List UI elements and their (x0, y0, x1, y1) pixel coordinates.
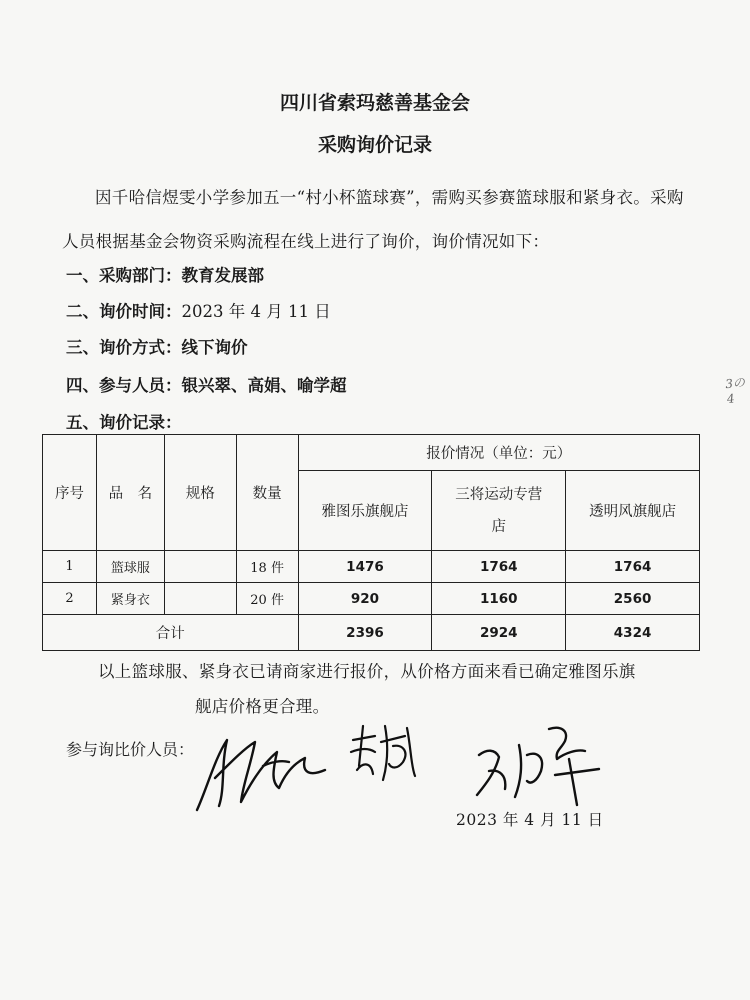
cell-seq: 2 (43, 583, 97, 615)
cell-price: 1764 (432, 551, 566, 583)
header-qty: 数量 (236, 435, 298, 551)
item-department (66, 262, 264, 286)
item-value: 线下询价 (181, 338, 248, 357)
signature-image (345, 718, 425, 788)
item-label: 五、询价记录： (66, 413, 182, 432)
cell-total-price: 2924 (432, 615, 566, 651)
table-row (43, 551, 700, 583)
item-value: 2023 年 4 月 11 日 (181, 302, 331, 321)
cell-spec (164, 583, 236, 615)
cell-qty: 20 件 (236, 583, 298, 615)
header-vendor: 雅图乐旗舰店 (298, 471, 432, 551)
document-title: 四川省索玛慈善基金会 (279, 92, 470, 114)
item-label: 四、参与人员： (66, 376, 182, 395)
cell-total-price: 4324 (566, 615, 700, 651)
document-date: 2023 年 4 月 11 日 (456, 811, 604, 829)
item-value: 银兴翠、高娟、喻学超 (181, 376, 347, 395)
cell-total-price: 2396 (298, 615, 432, 651)
closing-paragraph: 以上篮球服、紧身衣已请商家进行报价，从价格方面来看已确定雅图乐旗 (98, 662, 636, 681)
signers-label: 参与询比价人员： (66, 740, 195, 759)
cell-qty: 18 件 (236, 551, 298, 583)
signature-image (185, 718, 335, 818)
item-inquiry-method (66, 334, 248, 358)
cell-price: 1764 (566, 551, 700, 583)
cell-name: 紧身衣 (96, 583, 164, 615)
document-subtitle: 采购询价记录 (317, 134, 432, 156)
table-total-row (43, 615, 700, 651)
header-seq: 序号 (43, 435, 97, 551)
closing-paragraph-continued: 舰店价格更合理。 (195, 697, 330, 716)
cell-seq: 1 (43, 551, 97, 583)
cell-price: 1160 (432, 583, 566, 615)
header-vendor: 三将运动专营店 (432, 471, 566, 551)
signature-image (465, 715, 615, 810)
cell-spec (164, 551, 236, 583)
cell-total-label: 合计 (43, 615, 299, 651)
header-spec: 规格 (164, 435, 236, 551)
item-inquiry-time (66, 298, 331, 322)
item-label: 三、询价方式： (66, 338, 182, 357)
item-label: 二、询价时间： (66, 302, 182, 321)
margin-handwritten-note: 3の4 (724, 375, 746, 407)
header-name: 品 名 (96, 435, 164, 551)
cell-price: 1476 (298, 551, 432, 583)
item-participants (66, 372, 347, 396)
header-quote-group: 报价情况（单位：元） (298, 435, 699, 471)
item-label: 一、采购部门： (66, 266, 182, 285)
quote-table (42, 434, 700, 651)
item-inquiry-record (66, 409, 182, 433)
cell-price: 2560 (566, 583, 700, 615)
cell-name: 篮球服 (96, 551, 164, 583)
table-header-row (43, 435, 700, 471)
header-vendor: 透明风旗舰店 (566, 471, 700, 551)
table-row (43, 583, 700, 615)
item-value: 教育发展部 (181, 266, 264, 285)
intro-paragraph: 因千哈信煜雯小学参加五一“村小杯篮球赛”，需购买参赛篮球服和紧身衣。采购人员根据基金会物资采购流程在线上进行了询价，询价情况如下： (62, 188, 684, 251)
cell-price: 920 (298, 583, 432, 615)
